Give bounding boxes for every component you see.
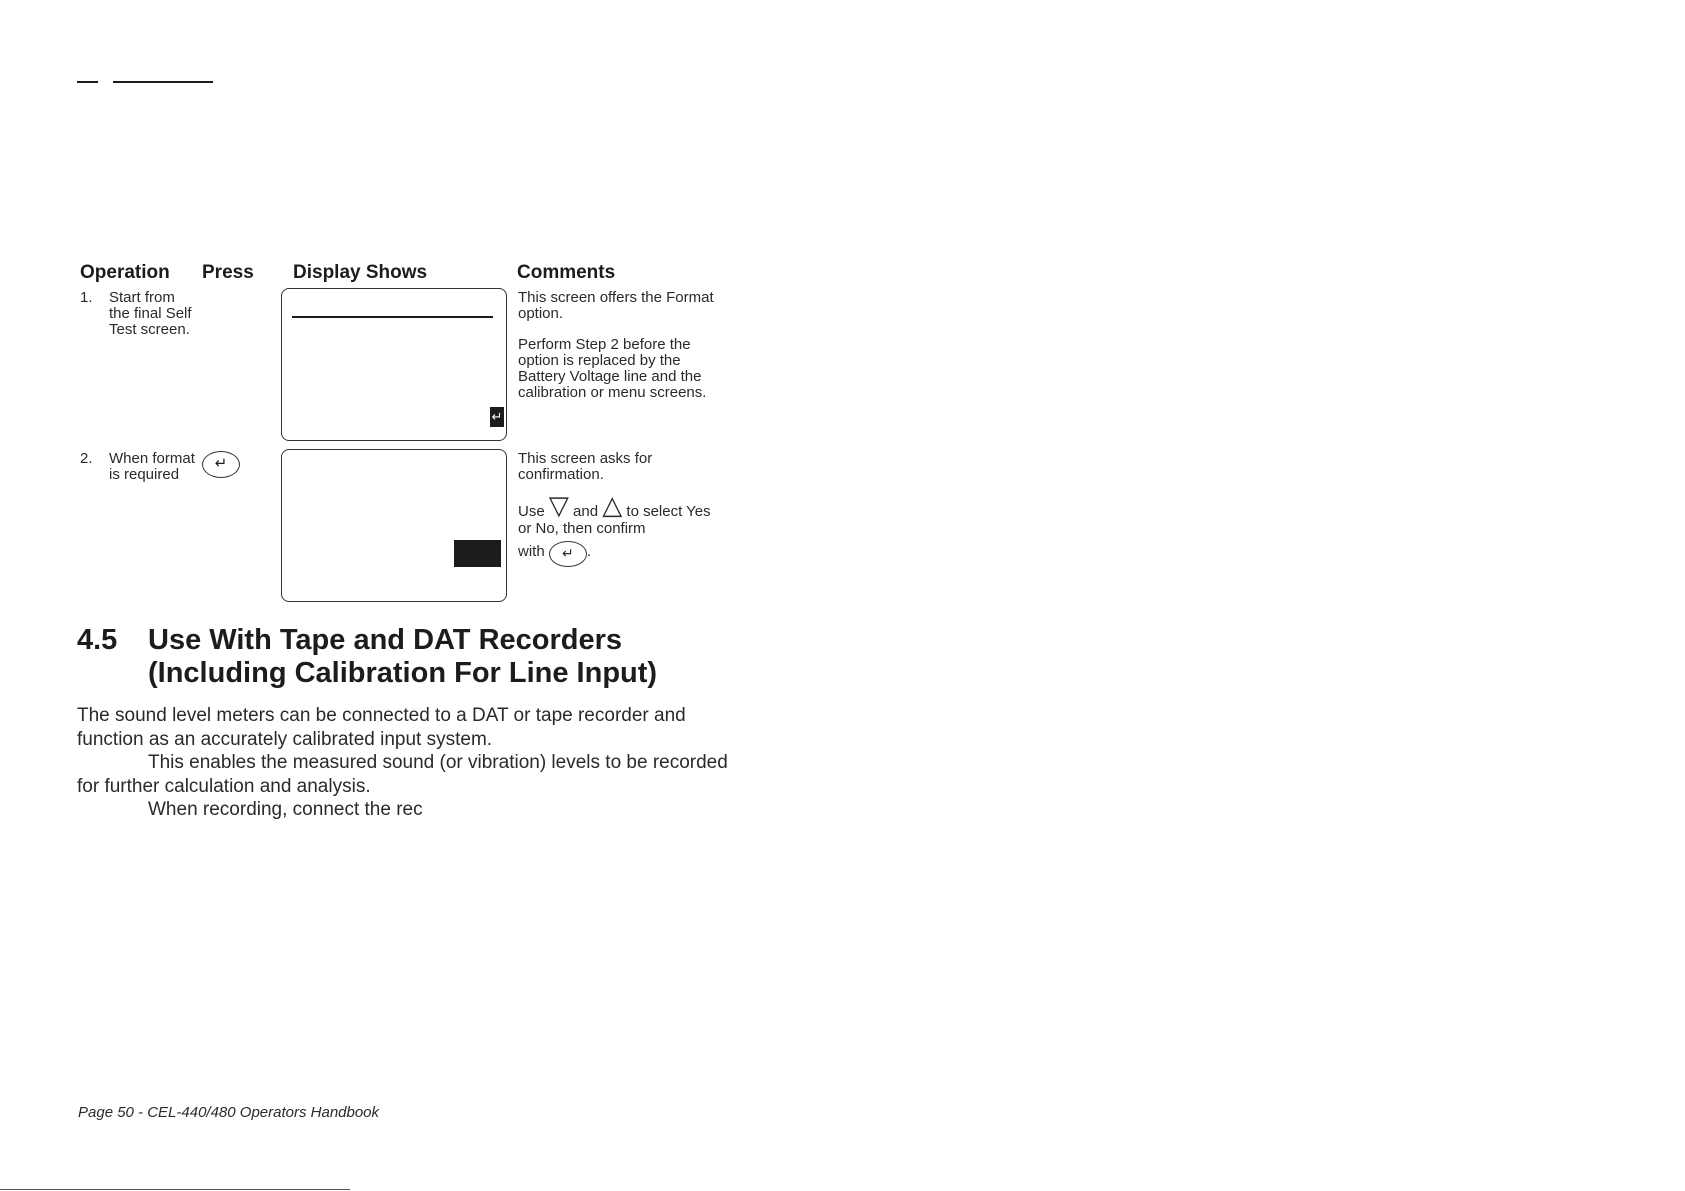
section-title-line-1: Use With Tape and DAT Recorders [148,624,623,656]
enter-key-icon: ↵ [490,407,504,427]
section-number: 4.5 [77,624,118,656]
enter-key-icon: ↵ [549,541,587,567]
section-heading [77,624,657,690]
paragraph: The sound level meters can be connected to a DAT or tape recorder and function as an accurately calibrated input system. [77,705,686,750]
comment-text: . [586,543,592,560]
display-rule [292,316,493,318]
enter-key-icon: ↵ [202,451,240,478]
comment-confirm-instruction [518,541,728,567]
bottom-rule [0,1189,350,1190]
down-arrow-icon: ▽ [548,490,569,520]
column-header-comments: Comments [517,262,616,283]
step-number: 1. [80,289,93,306]
selection-highlight [454,540,501,567]
paragraph: When recording, connect the rec [148,799,423,820]
body-text [77,704,737,822]
section-title-line-2: (Including Calibration For Line Input) [148,657,658,689]
comment-text: Use [518,503,545,520]
page-footer: Page 50 - CEL-440/480 Operators Handbook [78,1104,380,1121]
step-operation-text: When format is required [109,450,195,483]
comment-text: to select Yes or No, then confirm [518,503,711,537]
paragraph: This enables the measured sound (or vibration) levels to be recorded for further calculation and analysis. [77,752,728,797]
step-number: 2. [80,450,93,467]
comment-text: with [518,543,545,560]
comment-text: This screen asks for confirmation. [518,450,653,483]
header-rule-short [77,81,98,83]
column-header-operation: Operation [80,262,170,283]
display-screen-2 [281,449,507,602]
comment-text: Perform Step 2 before the option is replaced by the Battery Voltage line and the calibration or menu screens. [518,336,707,401]
step-operation-text: Start from the final Self Test screen. [109,289,192,338]
column-header-press: Press [202,262,254,283]
comment-text: This screen offers the Format option. [518,289,714,322]
comment-select-instruction [518,490,728,537]
column-header-display-shows: Display Shows [293,262,428,283]
comment-text: and [573,503,599,520]
display-screen-1 [281,288,507,441]
up-arrow-icon: △ [602,490,623,520]
header-rule-long [113,81,213,83]
